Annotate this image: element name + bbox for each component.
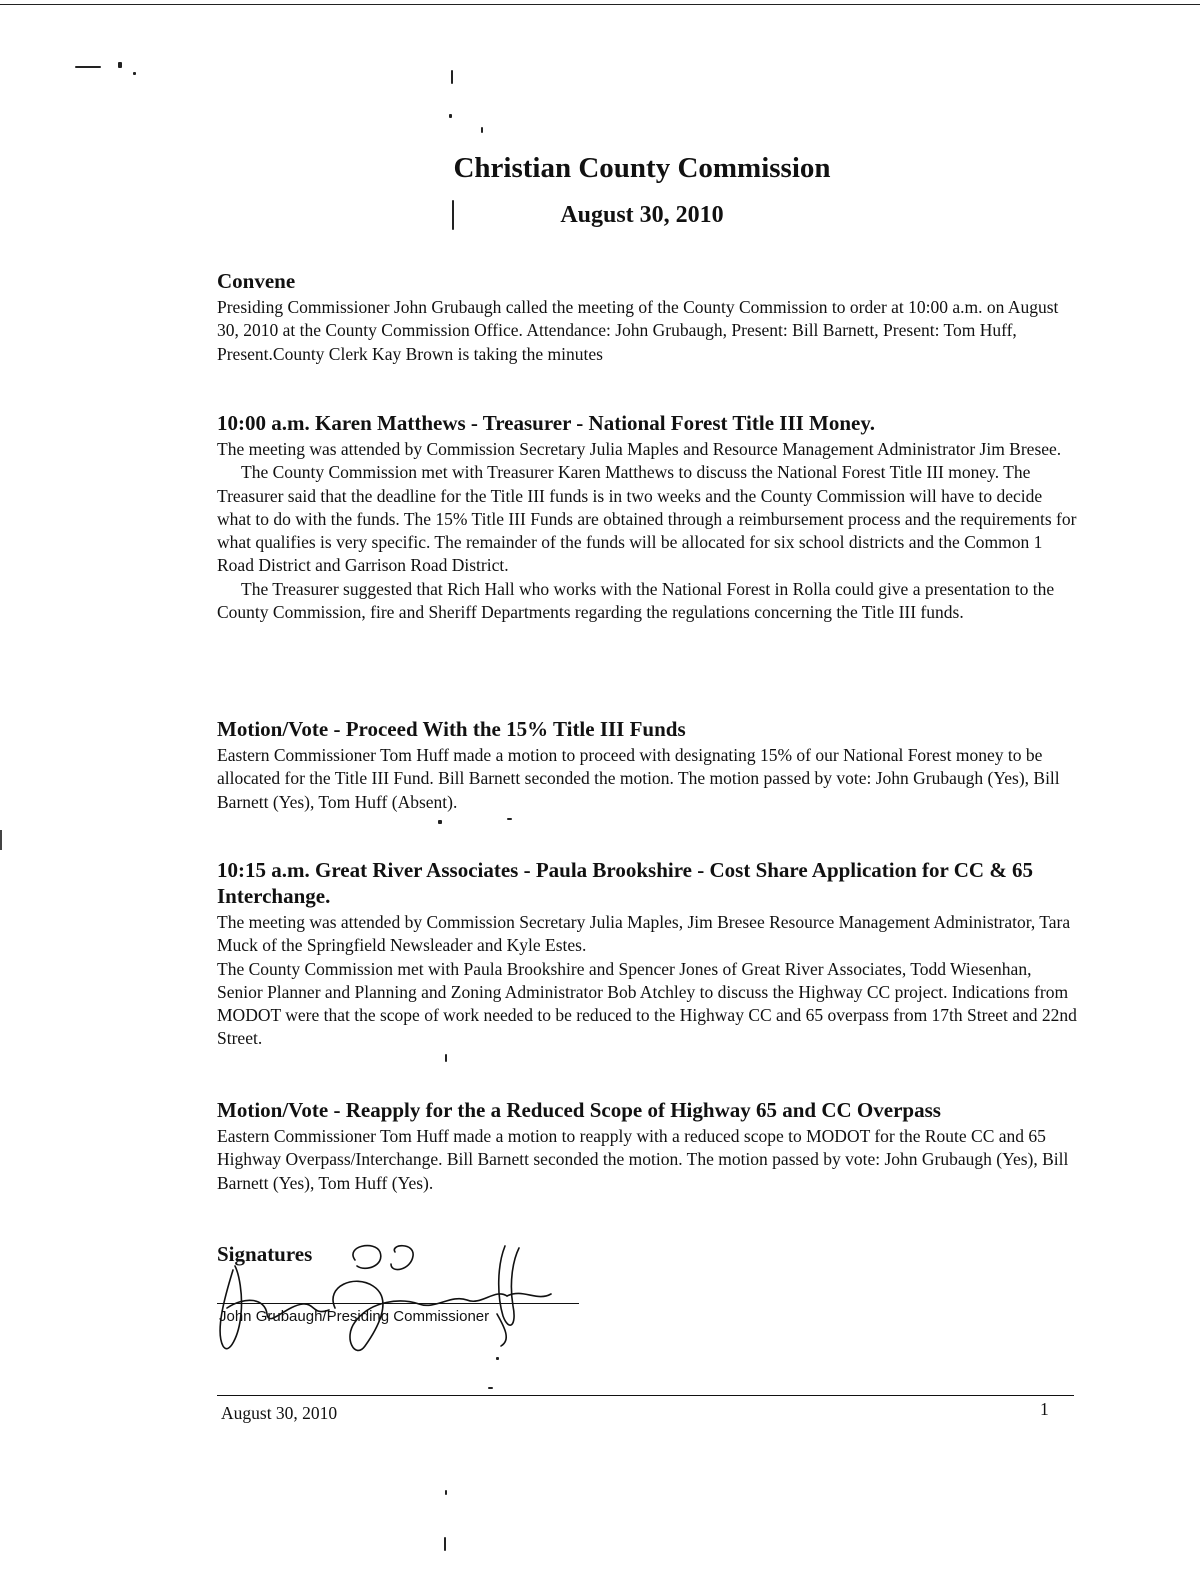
section-treasurer-title-iii xyxy=(217,410,1077,624)
scan-speck xyxy=(118,62,122,68)
scan-speck xyxy=(507,818,512,820)
scan-speck xyxy=(133,72,136,75)
page-number: 1 xyxy=(1040,1399,1049,1419)
scan-edge-mark xyxy=(0,830,2,850)
scan-speck xyxy=(75,66,101,68)
section-heading: Convene xyxy=(217,269,296,293)
section-heading: Motion/Vote - Proceed With the 15% Title III Funds xyxy=(217,717,686,741)
signature-stroke xyxy=(353,1246,381,1269)
section-paragraph: The meeting was attended by Commission Secretary Julia Maples, Jim Bresee Resource Management Administrator, Tara Muck of the Springfield Newsleader and Kyle Estes. xyxy=(217,912,1071,956)
scan-speck xyxy=(488,1387,493,1389)
handwritten-signature xyxy=(205,1236,605,1376)
signature-stroke xyxy=(220,1266,241,1349)
footer-date: August 30, 2010 xyxy=(221,1403,338,1423)
scan-speck xyxy=(445,1490,447,1495)
section-paragraph: The County Commission met with Treasurer Karen Matthews to discuss the National Forest Title III money. The Treasurer said that the deadline for the Title III funds is in two weeks and the County Commission will have to decide what to do with the funds. The 15% Title III Funds are obtained through a reimbursement process and the requirements for what qualifies is very specific. The remainder of the funds will be allocated for six school districts and the Common 1 Road District and Garrison Road District. xyxy=(217,462,1077,576)
section-motion-reapply xyxy=(217,1097,1077,1195)
signature-stroke xyxy=(499,1246,519,1325)
scan-speck xyxy=(438,820,442,824)
section-convene xyxy=(217,268,1077,366)
signature-block xyxy=(205,1236,605,1376)
footer-rule xyxy=(217,1395,1074,1396)
section-heading: 10:00 a.m. Karen Matthews - Treasurer - National Forest Title III Money. xyxy=(217,411,875,435)
scan-speck xyxy=(449,114,452,118)
section-paragraph: The meeting was attended by Commission Secretary Julia Maples and Resource Management Administrator Jim Bresee. xyxy=(217,439,1062,459)
section-heading: 10:15 a.m. Great River Associates - Paula Brookshire - Cost Share Application for CC & 65 Interchange. xyxy=(217,858,1034,908)
section-paragraph: The Treasurer suggested that Rich Hall who works with the National Forest in Rolla could give a presentation to the County Commission, fire and Sheriff Departments regarding the regulations concerning the Title III funds. xyxy=(217,578,1055,623)
scan-speck xyxy=(481,127,483,133)
signer-name: John Grubaugh/Presiding Commissioner xyxy=(219,1308,490,1325)
scan-speck xyxy=(444,1537,446,1551)
section-great-river-associates xyxy=(217,857,1077,1051)
signature-stroke xyxy=(391,1246,413,1270)
page-title: Christian County Commission xyxy=(453,152,831,184)
section-motion-title-iii xyxy=(217,716,1077,814)
section-paragraph: The County Commission met with Paula Brookshire and Spencer Jones of Great River Associates, Todd Wiesenhan, Senior Planner and Planning and Zoning Administrator Bob Atchley to discuss the Highway CC project. Indications from MODOT were that the scope of work needed to be reduced to the Highway CC and 65 overpass from 17th Street and 22nd Street. xyxy=(217,958,1077,1049)
signature-stroke xyxy=(333,1281,507,1350)
signature-stroke xyxy=(507,1293,551,1296)
section-paragraph: Eastern Commissioner Tom Huff made a motion to proceed with designating 15% of our National Forest money to be allocated for the Title III Fund. Bill Barnett seconded the motion. The motion passed by vote: John Grubaugh (Yes), Bill Barnett (Yes), Tom Huff (Absent). xyxy=(217,745,1060,812)
scan-speck xyxy=(445,1054,447,1062)
scan-edge-line xyxy=(0,4,1200,5)
signatures-heading: Signatures xyxy=(217,1242,313,1266)
scan-speck xyxy=(451,70,453,84)
section-paragraph: Eastern Commissioner Tom Huff made a motion to reapply with a reduced scope to MODOT for the Route CC and 65 Highway Overpass/Interchange. Bill Barnett seconded the motion. The motion passed by vote: John Grubaugh (Yes), Bill Barnett (Yes), Tom Huff (Yes). xyxy=(217,1126,1069,1193)
section-heading: Motion/Vote - Reapply for the a Reduced Scope of Highway 65 and CC Overpass xyxy=(217,1098,941,1122)
section-paragraph: Presiding Commissioner John Grubaugh called the meeting of the County Commission to order at 10:00 a.m. on August 30, 2010 at the County Commission Office. Attendance: John Grubaugh, Present: Bill Barnett, Present: Tom Huff, Present.County Clerk Kay Brown is taking the minutes xyxy=(217,297,1059,364)
meeting-date: August 30, 2010 xyxy=(560,202,724,228)
